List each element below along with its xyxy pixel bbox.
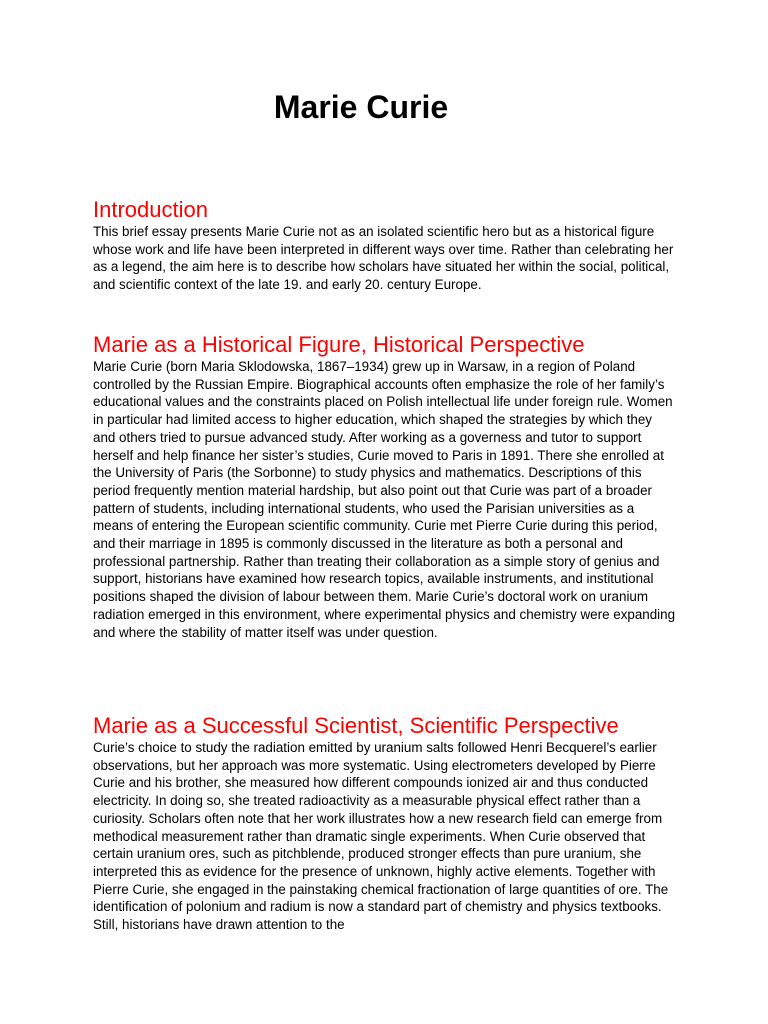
section-scientific-perspective bbox=[93, 713, 678, 934]
section-paragraph: This brief essay presents Marie Curie not as an isolated scientific hero but as a historical figure whose work and life have been interpreted in different ways over time. Rather than celebrating her as a legend, the aim here is to describe how scholars have situated her within the social, political, and scientific context of the late 19. and early 20. century Europe. bbox=[93, 224, 674, 293]
section-heading: Introduction bbox=[93, 197, 208, 222]
section-paragraph: Marie Curie (born Maria Sklodowska, 1867–1934) grew up in Warsaw, in a region of Poland controlled by the Russian Empire. Biographical accounts often emphasize the role of her family’s educational values and the constraints placed on Polish intellectual life under foreign rule. Women in particular had limited access to higher education, which shaped the strategies by which they and others tried to pursue advanced study. After working as a governess and tutor to support herself and help finance her sister’s studies, Curie moved to Paris in 1891. There she enrolled at the University of Paris (the Sorbonne) to study physics and mathematics. Descriptions of this period frequently mention material hardship, but also point out that Curie was part of a broader pattern of students, including international students, who used the Parisian universities as a means of entering the European scientific community. Curie met Pierre Curie during this period, and their marriage in 1895 is commonly discussed in the literature as both a personal and professional partnership. Rather than treating their collaboration as a simple story of genius and support, historians have examined how research topics, available instruments, and institutional positions shaped the division of labour between them. Marie Curie’s doctoral work on uranium radiation emerged in this environment, where experimental physics and chemistry were expanding and where the stability of matter itself was under question. bbox=[93, 359, 676, 640]
document-title: Marie Curie bbox=[273, 89, 449, 125]
section-heading: Marie as a Successful Scientist, Scientific Perspective bbox=[93, 713, 619, 738]
section-heading: Marie as a Historical Figure, Historical Perspective bbox=[93, 332, 585, 357]
section-introduction bbox=[93, 197, 678, 294]
section-paragraph: Curie’s choice to study the radiation emitted by uranium salts followed Henri Becquerel’s earlier observations, but her approach was more systematic. Using electrometers developed by Pierre Curie and his brother, she measured how different compounds ionized air and thus conducted electricity. In doing so, she treated radioactivity as a measurable physical effect rather than a curiosity. Scholars often note that her work illustrates how a new research field can emerge from methodical measurement rather than dramatic single experiments. When Curie observed that certain uranium ores, such as pitchblende, produced stronger effects than pure uranium, she interpreted this as evidence for the presence of unknown, highly active elements. Together with Pierre Curie, she engaged in the painstaking chemical fractionation of large quantities of ore. The identification of polonium and radium is now a standard part of chemistry and physics textbooks. Still, historians have drawn attention to the bbox=[93, 740, 669, 933]
section-historical-perspective bbox=[93, 332, 678, 641]
